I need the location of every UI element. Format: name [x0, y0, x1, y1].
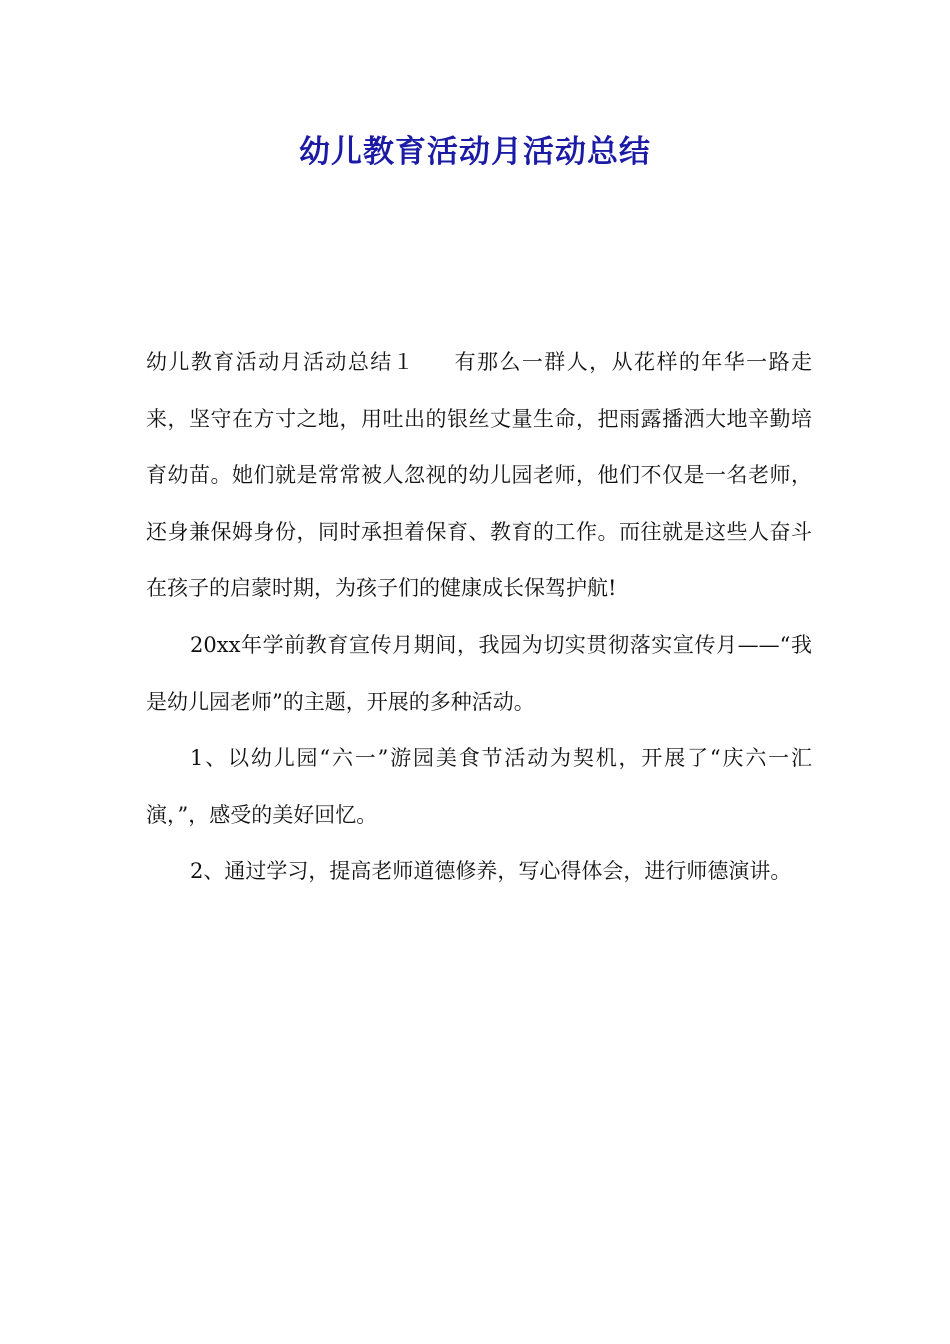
document-title: 幼儿教育活动月活动总结	[299, 134, 651, 170]
paragraph-4: 2、通过学习，提高老师道德修养，写心得体会，进行师德演讲。	[190, 859, 792, 884]
paragraph-1-text: 有那么一群人，从花样的年华一路走来，坚守在方寸之地，用吐出的银丝丈量生命，把雨露播洒大地辛勤培育幼苗。她们就是常常被人忽视的幼儿园老师，他们不仅是一名老师，还身兼保姆身份，同时承担着保育、教育的工作。而往就是这些人奋斗在孩子的启蒙时期，为孩子们的健康成长保驾护航!	[146, 350, 813, 601]
paragraph-3: 1、以幼儿园“六一”游园美食节活动为契机，开展了“庆六一汇演，”，感受的美好回忆。	[146, 746, 812, 827]
paragraph-1-heading: 幼儿教育活动月活动总结１	[146, 350, 416, 374]
document-body	[146, 334, 812, 900]
paragraph-1	[146, 334, 812, 617]
paragraph-2: 20xx年学前教育宣传月期间，我园为切实贯彻落实宣传月——“我是幼儿园老师”的主题，开展的多种活动。	[146, 632, 812, 714]
